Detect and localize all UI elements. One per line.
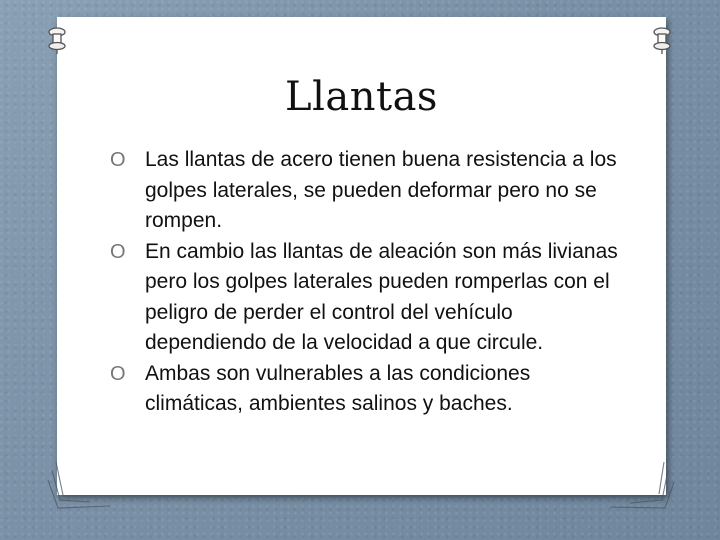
bullet-item bbox=[110, 237, 630, 359]
slide-title: Llantas bbox=[285, 74, 438, 120]
bullet-text: En cambio las llantas de aleación son más livianas pero los golpes laterales pueden romperlas con el peligro de perder el control del vehículo dependiendo de la velocidad a que circule. bbox=[145, 239, 618, 354]
bullet-text: Las llantas de acero tienen buena resistencia a los golpes laterales, se pueden deformar pero no se rompen. bbox=[145, 148, 617, 232]
bullet-text: Ambas son vulnerables a las condiciones climáticas, ambientes salinos y baches. bbox=[145, 361, 531, 415]
push-pin-icon bbox=[652, 27, 672, 55]
bullet-item bbox=[110, 145, 630, 237]
bullet-marker: O bbox=[110, 149, 126, 171]
bullet-list bbox=[110, 145, 630, 420]
bullet-item bbox=[110, 359, 630, 420]
push-pin-icon bbox=[47, 27, 67, 55]
bullet-marker: O bbox=[110, 240, 126, 263]
bullet-marker: O bbox=[110, 362, 126, 385]
